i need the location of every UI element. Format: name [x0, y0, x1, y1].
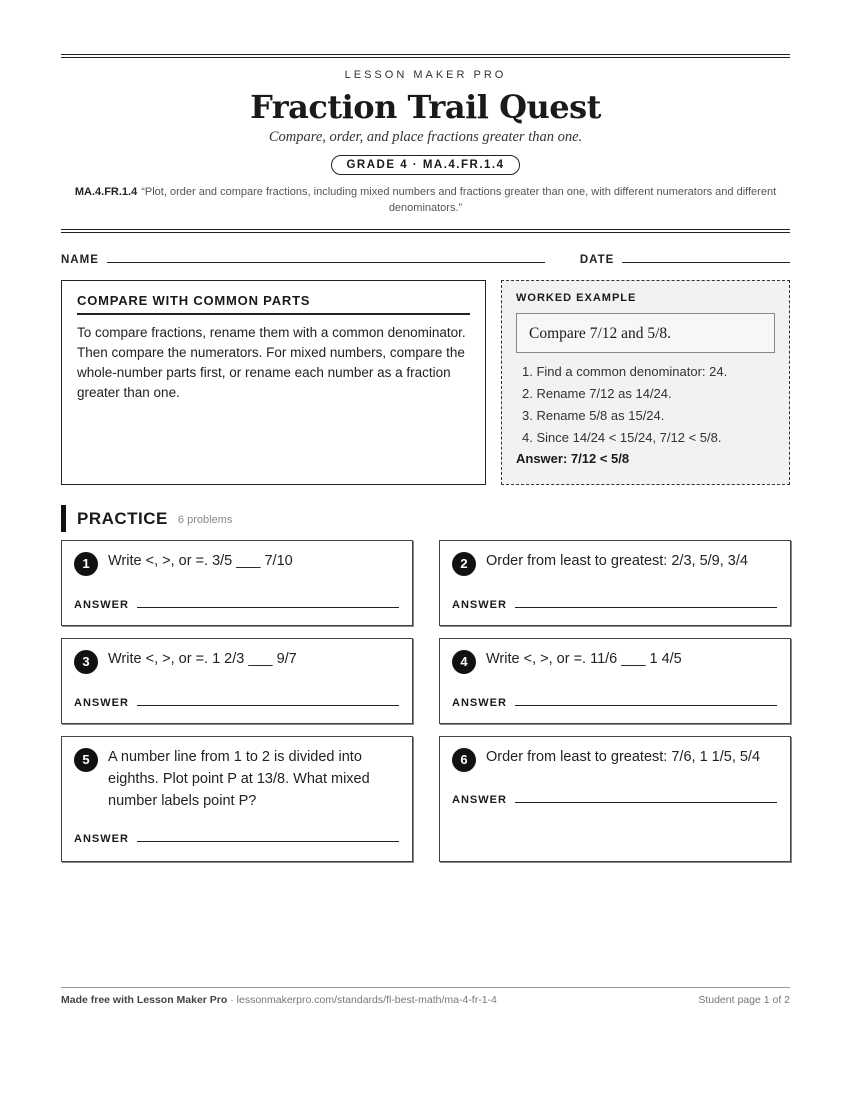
concept-box — [61, 280, 486, 485]
answer-row — [74, 599, 399, 611]
footer-rule — [61, 987, 790, 988]
name-date-row — [61, 250, 790, 266]
problem-text: Order from least to greatest: 7/6, 1 1/5, 5/4 — [486, 749, 761, 765]
problem-number: 5 — [74, 748, 98, 772]
problem-number: 4 — [452, 650, 476, 674]
problem-number: 2 — [452, 552, 476, 576]
footer-url[interactable]: · lessonmakerpro.com/standards/fl-best-math/ma-4-fr-1-4 — [227, 994, 497, 1006]
answer-label: ANSWER — [452, 794, 507, 806]
answer-field[interactable] — [515, 607, 777, 608]
concept-body: To compare fractions, rename them with a common denominator. Then compare the numerators. For mixed numbers, compare the whole-number parts first, or rename each number as a fraction greater than one. — [77, 325, 466, 400]
problem-number: 6 — [452, 748, 476, 772]
problem-text: A number line from 1 to 2 is divided into eighths. Plot point P at 13/8. What mixed number labels point P? — [108, 749, 370, 809]
problem-card — [439, 638, 791, 724]
problem-card — [439, 736, 791, 862]
answer-label: ANSWER — [74, 697, 129, 709]
practice-count: 6 problems — [177, 514, 233, 526]
answer-row — [452, 599, 777, 611]
problem-text: Write <, >, or =. 1 2/3 ___ 9/7 — [108, 651, 297, 667]
worked-example-step: 2. Rename 7/12 as 14/24. — [522, 386, 672, 401]
problem-card — [61, 736, 413, 862]
footer-made-with: Made free with Lesson Maker Pro — [61, 994, 228, 1006]
footer-page-number: Student page 1 of 2 — [698, 994, 790, 1006]
practice-title: PRACTICE — [77, 508, 168, 528]
problem-text: Write <, >, or =. 11/6 ___ 1 4/5 — [486, 651, 682, 667]
date-field[interactable] — [622, 262, 790, 263]
answer-field[interactable] — [515, 802, 777, 803]
standard-code: MA.4.FR.1.4 — [74, 186, 138, 198]
date-label: DATE — [579, 254, 615, 266]
practice-accent-bar — [61, 505, 66, 532]
standard-description — [71, 184, 780, 216]
worked-example-steps — [516, 361, 775, 449]
page-footer — [61, 994, 790, 1006]
practice-header — [61, 505, 790, 532]
problem-number: 3 — [74, 650, 98, 674]
problem-text: Order from least to greatest: 2/3, 5/9, 3/4 — [486, 553, 748, 569]
name-label: NAME — [61, 254, 99, 266]
answer-row — [74, 833, 399, 845]
worked-example-title: WORKED EXAMPLE — [516, 292, 637, 304]
worked-example-step: 3. Rename 5/8 as 15/24. — [522, 408, 665, 423]
header-top-rule — [61, 54, 790, 58]
worked-example-box — [501, 280, 790, 485]
answer-label: ANSWER — [452, 599, 507, 611]
answer-field[interactable] — [137, 841, 399, 842]
problem-card — [61, 638, 413, 724]
answer-field[interactable] — [515, 705, 777, 706]
header-bottom-rule — [61, 229, 790, 233]
worksheet-subtitle: Compare, order, and place fractions greater than one. — [268, 129, 583, 145]
worked-example-prompt: Compare 7/12 and 5/8. — [516, 313, 775, 353]
practice-grid — [61, 540, 790, 870]
answer-field[interactable] — [137, 607, 399, 608]
worked-example-step: 1. Find a common denominator: 24. — [522, 364, 728, 379]
concept-title: COMPARE WITH COMMON PARTS — [77, 293, 470, 315]
answer-label: ANSWER — [74, 833, 129, 845]
answer-row — [452, 794, 777, 806]
problem-number: 1 — [74, 552, 98, 576]
problem-card — [439, 540, 791, 626]
problem-text: Write <, >, or =. 3/5 ___ 7/10 — [108, 553, 293, 569]
footer-credit — [61, 994, 497, 1006]
standard-text: “Plot, order and compare fractions, including mixed numbers and fractions greater than one, with different numerators and different denominators.” — [141, 186, 777, 214]
answer-row — [74, 697, 399, 709]
answer-field[interactable] — [137, 705, 399, 706]
name-field[interactable] — [107, 262, 545, 263]
worked-example-step: 4. Since 14/24 < 15/24, 7/12 < 5/8. — [522, 430, 722, 445]
problem-card — [61, 540, 413, 626]
worked-example-answer: Answer: 7/12 < 5/8 — [516, 451, 630, 466]
grade-badge: GRADE 4 · MA.4.FR.1.4 — [331, 155, 519, 175]
answer-label: ANSWER — [452, 697, 507, 709]
brand-name: LESSON MAKER PRO — [344, 69, 507, 81]
answer-row — [452, 697, 777, 709]
worksheet-title: Fraction Trail Quest — [250, 88, 601, 126]
answer-label: ANSWER — [74, 599, 129, 611]
worksheet-page — [61, 54, 790, 870]
